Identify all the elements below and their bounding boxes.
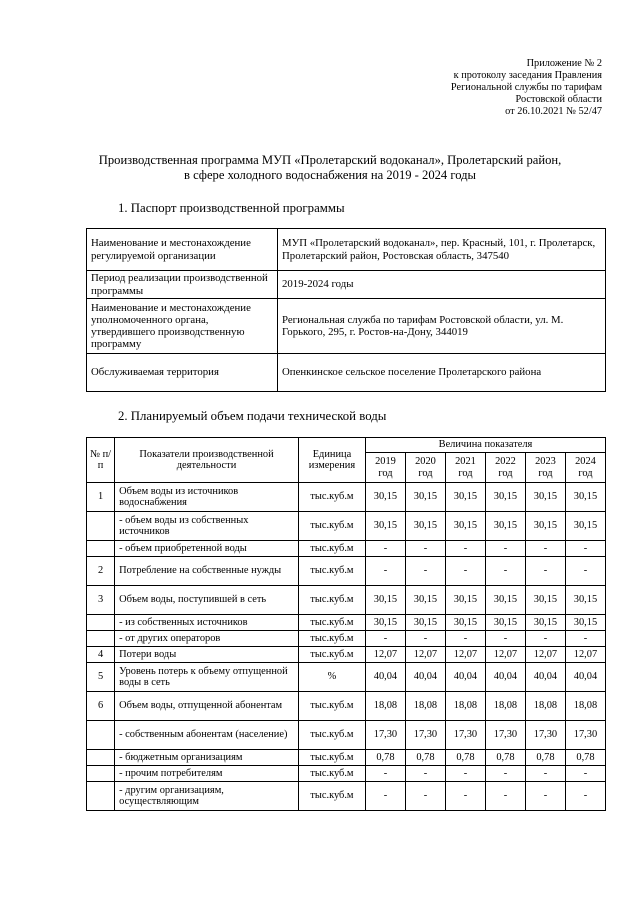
col-header-year: 2022 год [485,453,525,483]
row-value: - [565,631,605,647]
row-unit: тыс.куб.м [298,750,365,766]
row-num [87,766,115,782]
row-value: - [485,766,525,782]
appendix-line: от 26.10.2021 № 52/47 [505,106,602,117]
row-indicator: Уровень потерь к объему отпущенной воды в сеть [115,663,299,692]
row-unit: % [298,663,365,692]
row-value: 30,15 [405,512,445,541]
row-indicator: Объем воды, поступившей в сеть [115,586,299,615]
water-volume-table-body [87,483,606,811]
table-row [87,483,606,512]
appendix-line: Приложение № 2 [526,58,602,69]
table-row [87,557,606,586]
row-value: - [405,782,445,811]
passport-label: Наименование и местонахождение регулируемой организации [87,229,278,271]
table-row [87,647,606,663]
row-value: 30,15 [365,483,405,512]
row-num [87,782,115,811]
row-num [87,631,115,647]
row-value: 18,08 [485,692,525,721]
row-value: 40,04 [565,663,605,692]
row-value: 0,78 [485,750,525,766]
row-value: 30,15 [405,586,445,615]
row-value: 40,04 [365,663,405,692]
row-value: 18,08 [525,692,565,721]
row-num: 4 [87,647,115,663]
row-value: 30,15 [565,483,605,512]
row-indicator: - другим организациям, осуществляющим [115,782,299,811]
row-value: 17,30 [405,721,445,750]
row-indicator: - от других операторов [115,631,299,647]
row-value: - [405,557,445,586]
appendix-line: Региональной службы по тарифам [450,82,602,93]
row-value: 0,78 [565,750,605,766]
row-value: - [365,782,405,811]
passport-value: Опенкинское сельское поселение Пролетарского района [278,354,606,392]
passport-label: Наименование и местонахождение уполномоченного органа, утвердившего производственную программу [87,299,278,354]
row-value: - [525,631,565,647]
passport-value: Региональная служба по тарифам Ростовской области, ул. М. Горького, 295, г. Ростов-на-Дону, 344019 [278,299,606,354]
row-value: - [565,766,605,782]
row-value: 40,04 [445,663,485,692]
row-indicator: Потери воды [115,647,299,663]
table-row [87,271,606,299]
water-volume-table [86,437,606,811]
row-value: - [485,557,525,586]
row-value: - [565,557,605,586]
section-heading-volume: 2. Планируемый объем подачи технической воды [118,409,387,423]
col-header-num: № п/п [87,438,115,483]
row-value: 18,08 [365,692,405,721]
row-indicator: - объем воды из собственных источников [115,512,299,541]
row-value: - [365,557,405,586]
table-row [87,229,606,271]
row-value: 18,08 [405,692,445,721]
row-value: - [485,541,525,557]
col-header-year: 2024 год [565,453,605,483]
row-value: 30,15 [485,615,525,631]
row-value: 30,15 [485,512,525,541]
table-row [87,354,606,392]
row-value: - [525,557,565,586]
row-unit: тыс.куб.м [298,586,365,615]
row-value: 40,04 [485,663,525,692]
table-header-row [87,438,606,453]
row-unit: тыс.куб.м [298,512,365,541]
row-num [87,750,115,766]
table-row [87,512,606,541]
row-value: 30,15 [525,586,565,615]
passport-value: 2019-2024 годы [278,271,606,299]
row-value: 0,78 [365,750,405,766]
row-value: - [525,782,565,811]
row-value: - [365,631,405,647]
row-num: 5 [87,663,115,692]
row-value: - [445,631,485,647]
row-value: - [485,782,525,811]
col-header-indicator: Показатели производственной деятельности [115,438,299,483]
row-value: 30,15 [365,586,405,615]
row-indicator: Объем воды, отпущенной абонентам [115,692,299,721]
row-value: - [445,766,485,782]
row-value: 17,30 [565,721,605,750]
passport-label: Период реализации производственной программы [87,271,278,299]
row-value: 30,15 [365,512,405,541]
row-unit: тыс.куб.м [298,615,365,631]
row-value: 30,15 [445,615,485,631]
row-value: - [365,766,405,782]
row-indicator: Потребление на собственные нужды [115,557,299,586]
row-value: 12,07 [405,647,445,663]
appendix-line: Ростовской области [515,94,602,105]
row-value: - [485,631,525,647]
row-value: - [525,541,565,557]
row-value: - [445,782,485,811]
row-value: 12,07 [485,647,525,663]
row-unit: тыс.куб.м [298,483,365,512]
row-value: 30,15 [365,615,405,631]
row-value: 18,08 [445,692,485,721]
row-value: 30,15 [525,483,565,512]
title-line: Производственная программа МУП «Пролетарский водоканал», Пролетарский район, [98,153,562,167]
row-value: - [565,782,605,811]
row-value: 30,15 [405,615,445,631]
row-indicator: - прочим потребителям [115,766,299,782]
row-value: 12,07 [445,647,485,663]
row-indicator: - из собственных источников [115,615,299,631]
table-row [87,541,606,557]
row-value: 12,07 [565,647,605,663]
row-unit: тыс.куб.м [298,766,365,782]
col-header-unit: Единица измерения [298,438,365,483]
table-row [87,782,606,811]
row-value: 40,04 [525,663,565,692]
col-header-year: 2023 год [525,453,565,483]
row-value: 17,30 [445,721,485,750]
row-value: 12,07 [525,647,565,663]
row-value: 18,08 [565,692,605,721]
row-value: 30,15 [565,615,605,631]
row-value: 30,15 [445,483,485,512]
row-value: 30,15 [525,512,565,541]
row-value: 30,15 [565,586,605,615]
table-row [87,663,606,692]
row-unit: тыс.куб.м [298,721,365,750]
row-num [87,721,115,750]
row-indicator: - объем приобретенной воды [115,541,299,557]
row-num: 2 [87,557,115,586]
row-num: 1 [87,483,115,512]
row-value: 12,07 [365,647,405,663]
row-value: - [445,541,485,557]
table-row [87,692,606,721]
row-value: 0,78 [405,750,445,766]
table-row [87,615,606,631]
title-line: в сфере холодного водоснабжения на 2019 - 2024 годы [183,168,477,182]
row-unit: тыс.куб.м [298,631,365,647]
row-unit: тыс.куб.м [298,782,365,811]
row-value: 17,30 [485,721,525,750]
row-indicator: - бюджетным организациям [115,750,299,766]
row-num [87,541,115,557]
col-header-year: 2019 год [365,453,405,483]
row-num: 6 [87,692,115,721]
col-header-year: 2021 год [445,453,485,483]
row-value: 0,78 [525,750,565,766]
row-value: - [405,631,445,647]
row-num [87,512,115,541]
section-heading-passport: 1. Паспорт производственной программы [118,201,345,215]
row-value: 30,15 [485,483,525,512]
col-header-year: 2020 год [405,453,445,483]
table-row [87,631,606,647]
row-value: 30,15 [525,615,565,631]
row-value: - [525,766,565,782]
row-indicator: - собственным абонентам (население) [115,721,299,750]
table-row [87,721,606,750]
row-num [87,615,115,631]
row-unit: тыс.куб.м [298,692,365,721]
col-header-value-group: Величина показателя [365,438,605,453]
row-value: - [405,541,445,557]
row-unit: тыс.куб.м [298,647,365,663]
table-row [87,766,606,782]
row-value: 17,30 [365,721,405,750]
row-value: 30,15 [485,586,525,615]
row-value: 17,30 [525,721,565,750]
table-row [87,299,606,354]
appendix-line: к протоколу заседания Правления [453,70,602,81]
row-value: - [445,557,485,586]
passport-value: МУП «Пролетарский водоканал», пер. Красный, 101, г. Пролетарск, Пролетарский район, Ростовская область, 347540 [278,229,606,271]
table-row [87,750,606,766]
row-value: - [565,541,605,557]
row-num: 3 [87,586,115,615]
row-value: 30,15 [445,586,485,615]
appendix-block [451,58,602,118]
row-value: - [405,766,445,782]
row-unit: тыс.куб.м [298,557,365,586]
row-value: 30,15 [405,483,445,512]
table-row [87,586,606,615]
passport-table [86,228,606,392]
row-value: 30,15 [445,512,485,541]
row-indicator: Объем воды из источников водоснабжения [115,483,299,512]
row-value: 40,04 [405,663,445,692]
row-unit: тыс.куб.м [298,541,365,557]
row-value: - [365,541,405,557]
document-title [40,153,620,183]
row-value: 0,78 [445,750,485,766]
row-value: 30,15 [565,512,605,541]
passport-label: Обслуживаемая территория [87,354,278,392]
